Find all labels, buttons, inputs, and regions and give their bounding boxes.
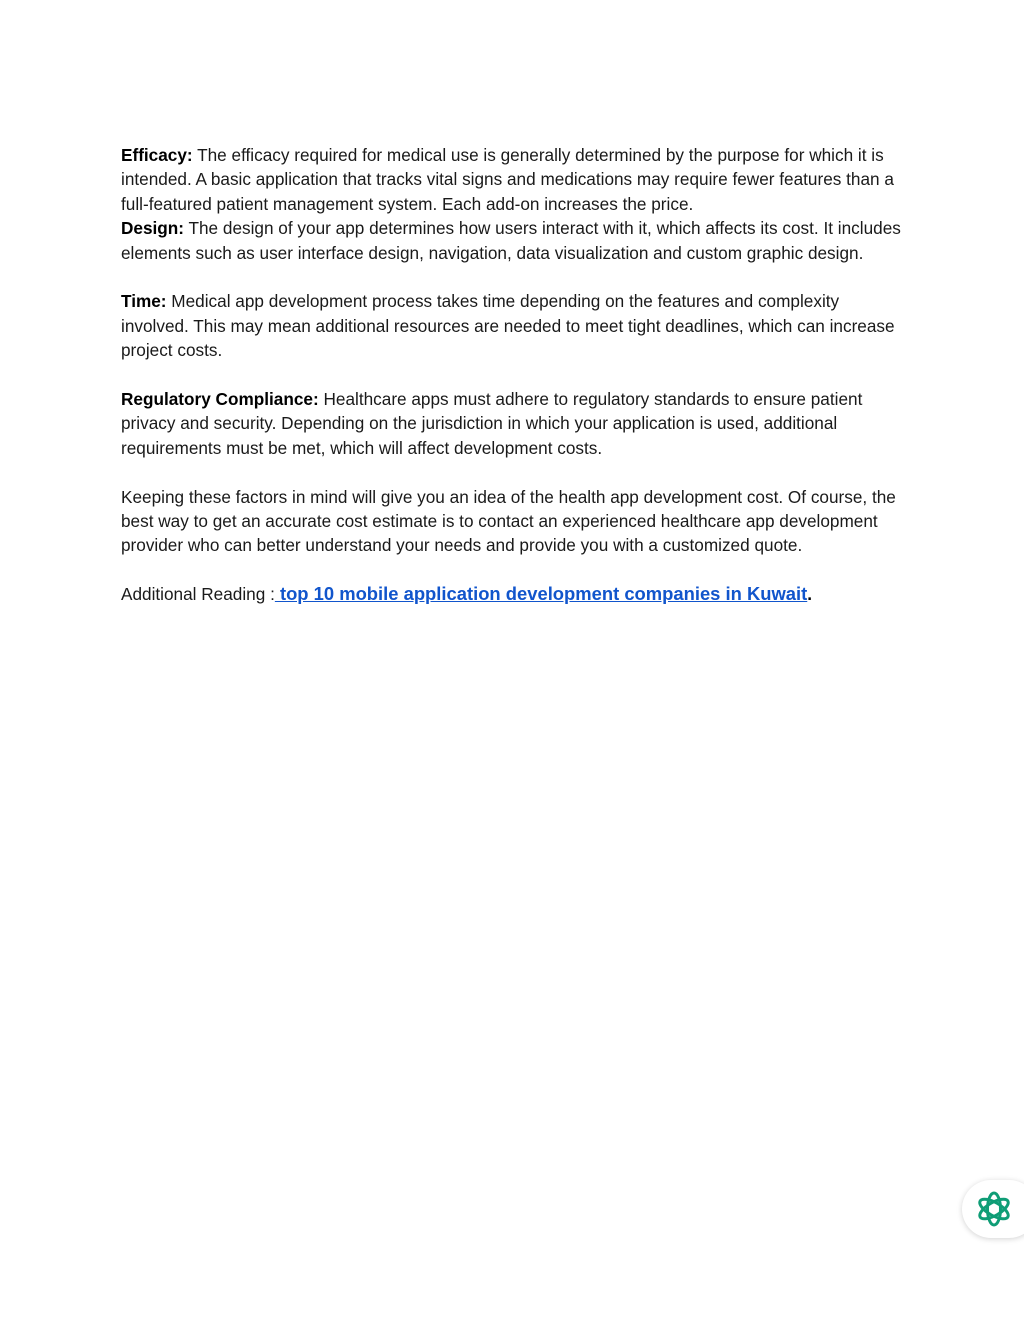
paragraph-gap (121, 363, 901, 387)
term-efficacy: Efficacy: (121, 145, 193, 165)
paragraph-additional-reading (121, 582, 901, 606)
additional-reading-label: Additional Reading : (121, 584, 275, 605)
additional-reading-period: . (807, 584, 813, 605)
text-design: The design of your app determines how users interact with it, which affects its cost. It includes elements such as user interface design, navigation, data visualization and custom graphic design. (121, 218, 901, 263)
paragraph-regulatory (121, 387, 901, 460)
paragraph-gap (121, 265, 901, 289)
term-time: Time: (121, 291, 167, 312)
paragraph-gap (121, 558, 901, 582)
paragraph-design (121, 216, 901, 265)
kuwait-companies-link[interactable]: top 10 mobile application development companies in Kuwait (274, 583, 808, 605)
paragraph-gap (121, 460, 901, 484)
paragraph-efficacy (121, 143, 901, 216)
sparkle-knot-icon (974, 1189, 1014, 1229)
text-time: Medical app development process takes time depending on the features and complexity involved. This may mean additional resources are needed to meet tight deadlines, which can increase project costs. (121, 291, 895, 361)
text-regulatory: Healthcare apps must adhere to regulatory standards to ensure patient privacy and security. Depending on the jurisdiction in which your application is used, additional requirements must be met, which will affect development costs. (121, 389, 863, 458)
paragraph-conclusion: Keeping these factors in mind will give you an idea of the health app development cost. Of course, the best way to get an accurate cost estimate is to contact an experienced healthcare app development provider who can better understand your needs and provide you with a customized quote. (121, 486, 896, 556)
document-body (121, 143, 901, 607)
term-design: Design: (121, 218, 185, 239)
term-regulatory: Regulatory Compliance: (121, 389, 319, 410)
knot-loop (988, 1193, 1001, 1225)
assistant-button[interactable] (962, 1180, 1024, 1238)
paragraph-time (121, 289, 901, 362)
text-efficacy: The efficacy required for medical use is generally determined by the purpose for which it is intended. A basic application that tracks vital signs and medications may require fewer features than a full-featured patient management system. Each add-on increases the price. (121, 145, 894, 214)
